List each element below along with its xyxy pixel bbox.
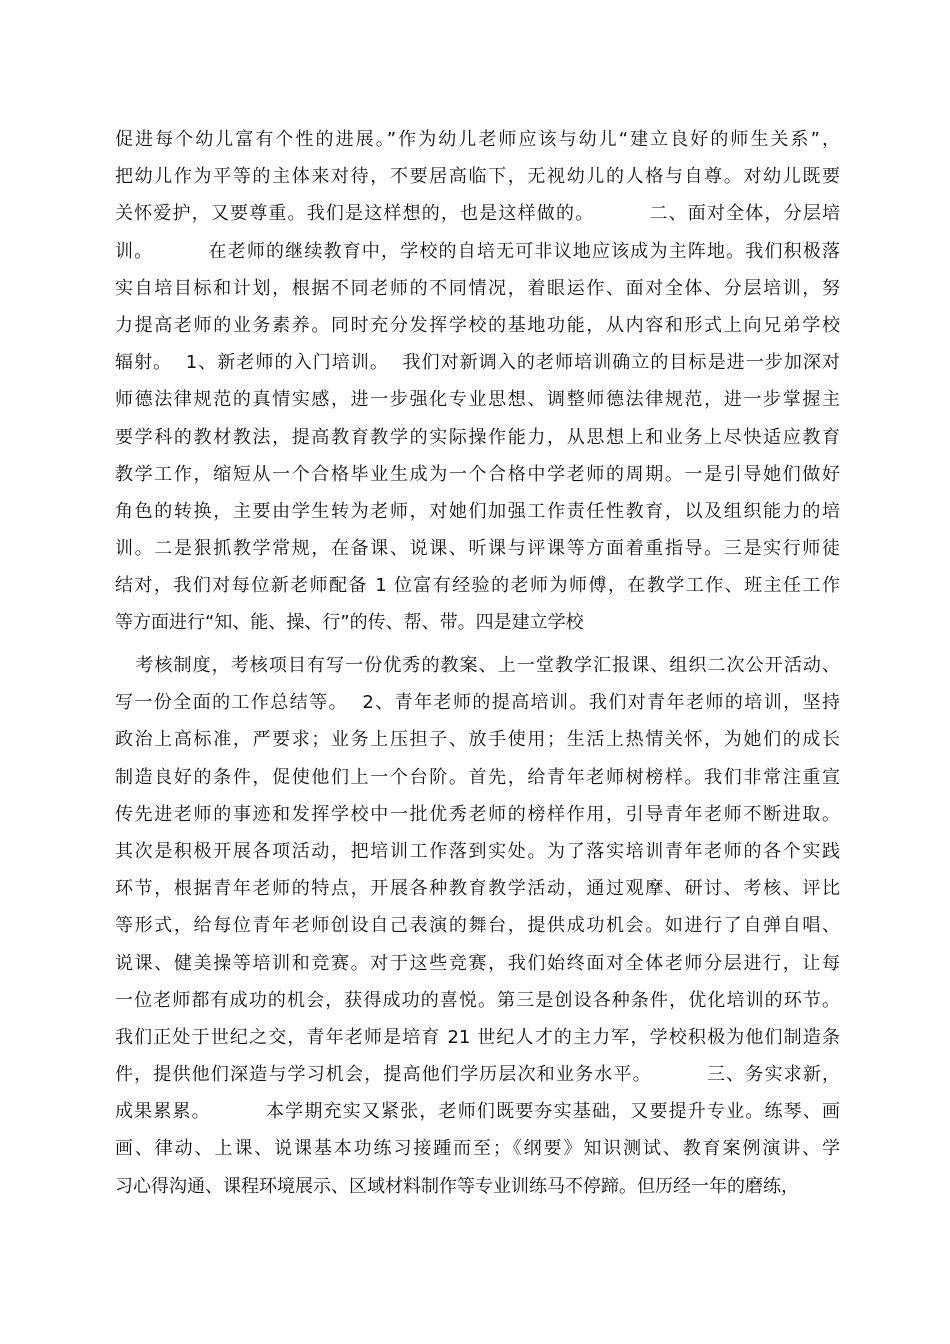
text-line: 角色的转换，主要由学生转为老师，对她们加强工作责任性教育，以及组织能力的培 xyxy=(115,500,840,522)
text-line: 促进每个幼儿富有个性的进展。”作为幼儿老师应该与幼儿“建立良好的师生关系”， xyxy=(115,129,840,150)
text-line: 训。二是狠抓教学常规，在备课、说课、听课与评课等方面着重指导。三是实行师徒 xyxy=(115,538,840,560)
text-line: 写一份全面的工作总结等。 2、青年老师的提高培训。我们对青年老师的培训，坚持 xyxy=(115,692,840,714)
text-line: 教学工作，缩短从一个合格毕业生成为一个合格中学老师的周期。一是引导她们做好 xyxy=(115,463,840,485)
text-line: 结对，我们对每位新老师配备 1 位富有经验的老师为师傅，在教学工作、班主任工作 xyxy=(115,575,840,597)
text-line: 一位老师都有成功的机会，获得成功的喜悦。第三是创设各种条件，优化培训的环节。 xyxy=(115,989,840,1011)
text-line: 实自培目标和计划，根据不同老师的不同情况，着眼运作、面对全体、分层培训，努 xyxy=(115,277,840,299)
text-line: 件，提供他们深造与学习机会，提高他们学历层次和业务水平。 三、务实求新， xyxy=(115,1064,840,1086)
text-line: 要学科的教材教法，提高教育教学的实际操作能力，从思想上和业务上尽快适应教育 xyxy=(115,426,840,448)
text-line: 环节，根据青年老师的特点，开展各种教育教学活动，通过观摩、研讨、考核、评比 xyxy=(115,878,840,900)
paragraph-2 xyxy=(115,647,840,1205)
text-line: 训。 在老师的继续教育中，学校的自培无可非议地应该成为主阵地。我们积极落 xyxy=(115,240,840,262)
text-line: 说课、健美操等培训和竞赛。对于这些竞赛，我们始终面对全体老师分层进行，让每 xyxy=(115,952,840,974)
text-line: 辐射。 1、新老师的入门培训。 我们对新调入的老师培训确立的目标是进一步加深对 xyxy=(115,352,840,374)
text-line: 传先进老师的事迹和发挥学校中一批优秀老师的榜样作用，引导青年老师不断进取。 xyxy=(115,803,840,825)
text-line: 成果累累。 本学期充实又紧张，老师们既要夯实基础，又要提升专业。练琴、画 xyxy=(115,1101,840,1123)
text-line: 习心得沟通、课程环境展示、区域材料制作等专业训练马不停蹄。但历经一年的磨练， xyxy=(115,1175,799,1197)
text-line: 画、律动、上课、说课基本功练习接踵而至；《纲要》知识测试、教育案例演讲、学 xyxy=(115,1138,840,1160)
text-line: 等方面进行“知、能、操、行”的传、帮、带。四是建立学校 xyxy=(115,612,584,634)
text-line: 我们正处于世纪之交，青年老师是培育 21 世纪人才的主力军，学校积极为他们制造条 xyxy=(115,1026,840,1048)
text-line: 把幼儿作为平等的主体来对待，不要居高临下，无视幼儿的人格与自尊。对幼儿既要 xyxy=(115,166,840,188)
text-line: 政治上高标准，严要求；业务上压担子、放手使用；生活上热情关怀，为她们的成长 xyxy=(115,729,840,751)
paragraph-1 xyxy=(115,121,840,642)
text-line: 力提高老师的业务素养。同时充分发挥学校的基地功能，从内容和形式上向兄弟学校 xyxy=(115,314,840,336)
text-line: 关怀爱护，又要尊重。我们是这样想的，也是这样做的。 二、面对全体，分层培 xyxy=(115,203,840,225)
text-line: 师德法律规范的真情实感，进一步强化专业思想、调整师德法律规范，进一步掌握主 xyxy=(115,389,840,411)
text-line: 制造良好的条件，促使他们上一个台阶。首先，给青年老师树榜样。我们非常注重宣 xyxy=(115,766,840,788)
text-line: 考核制度，考核项目有写一份优秀的教案、上一堂教学汇报课、组织二次公开活动、 xyxy=(115,655,840,676)
text-line: 其次是积极开展各项活动，把培训工作落到实处。为了落实培训青年老师的各个实践 xyxy=(115,840,840,862)
text-line: 等形式，给每位青年老师创设自己表演的舞台，提供成功机会。如进行了自弹自唱、 xyxy=(115,915,840,937)
